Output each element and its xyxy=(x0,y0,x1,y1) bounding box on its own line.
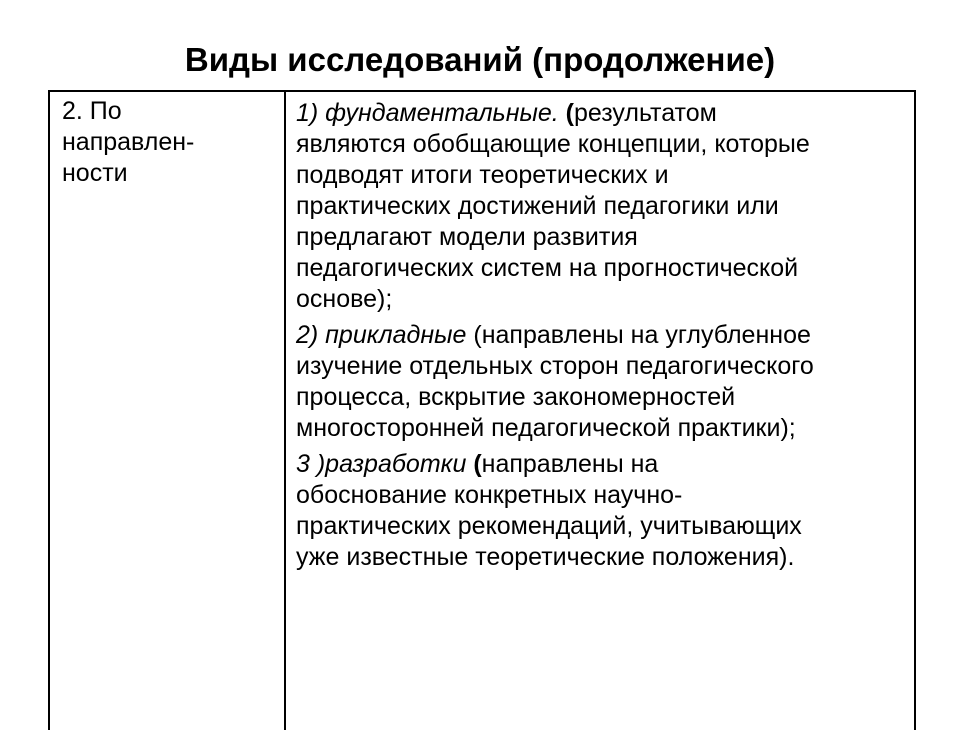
item-text: (направлены на углубленное xyxy=(466,321,811,349)
item-applied xyxy=(296,320,904,444)
item-fundamental xyxy=(296,98,904,315)
item-term: 2) прикладные xyxy=(296,321,467,349)
item-line: уже известные теоретические положения). xyxy=(296,543,795,571)
item-line: обоснование конкретных научно- xyxy=(296,481,683,509)
category-line: 2. По xyxy=(62,97,122,125)
item-line: основе); xyxy=(296,285,393,313)
item-line: процесса, вскрытие закономерностей xyxy=(296,383,736,411)
item-line: практических рекомендаций, учитывающих xyxy=(296,512,802,540)
item-line: подводят итоги теоретических и xyxy=(296,161,669,189)
description-cell xyxy=(286,92,914,730)
category-cell xyxy=(50,92,286,730)
item-text: результатом xyxy=(573,99,717,127)
content-table xyxy=(48,90,916,730)
category-line: направлен- xyxy=(62,128,195,156)
item-line: практических достижений педагогики или xyxy=(296,192,779,220)
category-line: ности xyxy=(62,159,128,187)
item-term: 1) фундаментальные. xyxy=(296,99,566,127)
item-term: 3 )разработки xyxy=(296,450,474,478)
item-first-line xyxy=(296,320,904,351)
item-first-line xyxy=(296,98,904,129)
item-text: направлены на xyxy=(481,450,659,478)
item-line: педагогических систем на прогностической xyxy=(296,254,799,282)
item-line: предлагают модели развития xyxy=(296,223,638,251)
slide-title: Виды исследований (продолжение) xyxy=(184,41,776,78)
item-line: являются обобщающие концепции, которые xyxy=(296,130,810,158)
item-paren: ( xyxy=(565,99,574,127)
item-paren: ( xyxy=(473,450,482,478)
item-first-line xyxy=(296,449,904,480)
item-line: изучение отдельных сторон педагогического xyxy=(296,352,814,380)
item-line: многосторонней педагогической практики); xyxy=(296,414,796,442)
item-developments xyxy=(296,449,904,573)
